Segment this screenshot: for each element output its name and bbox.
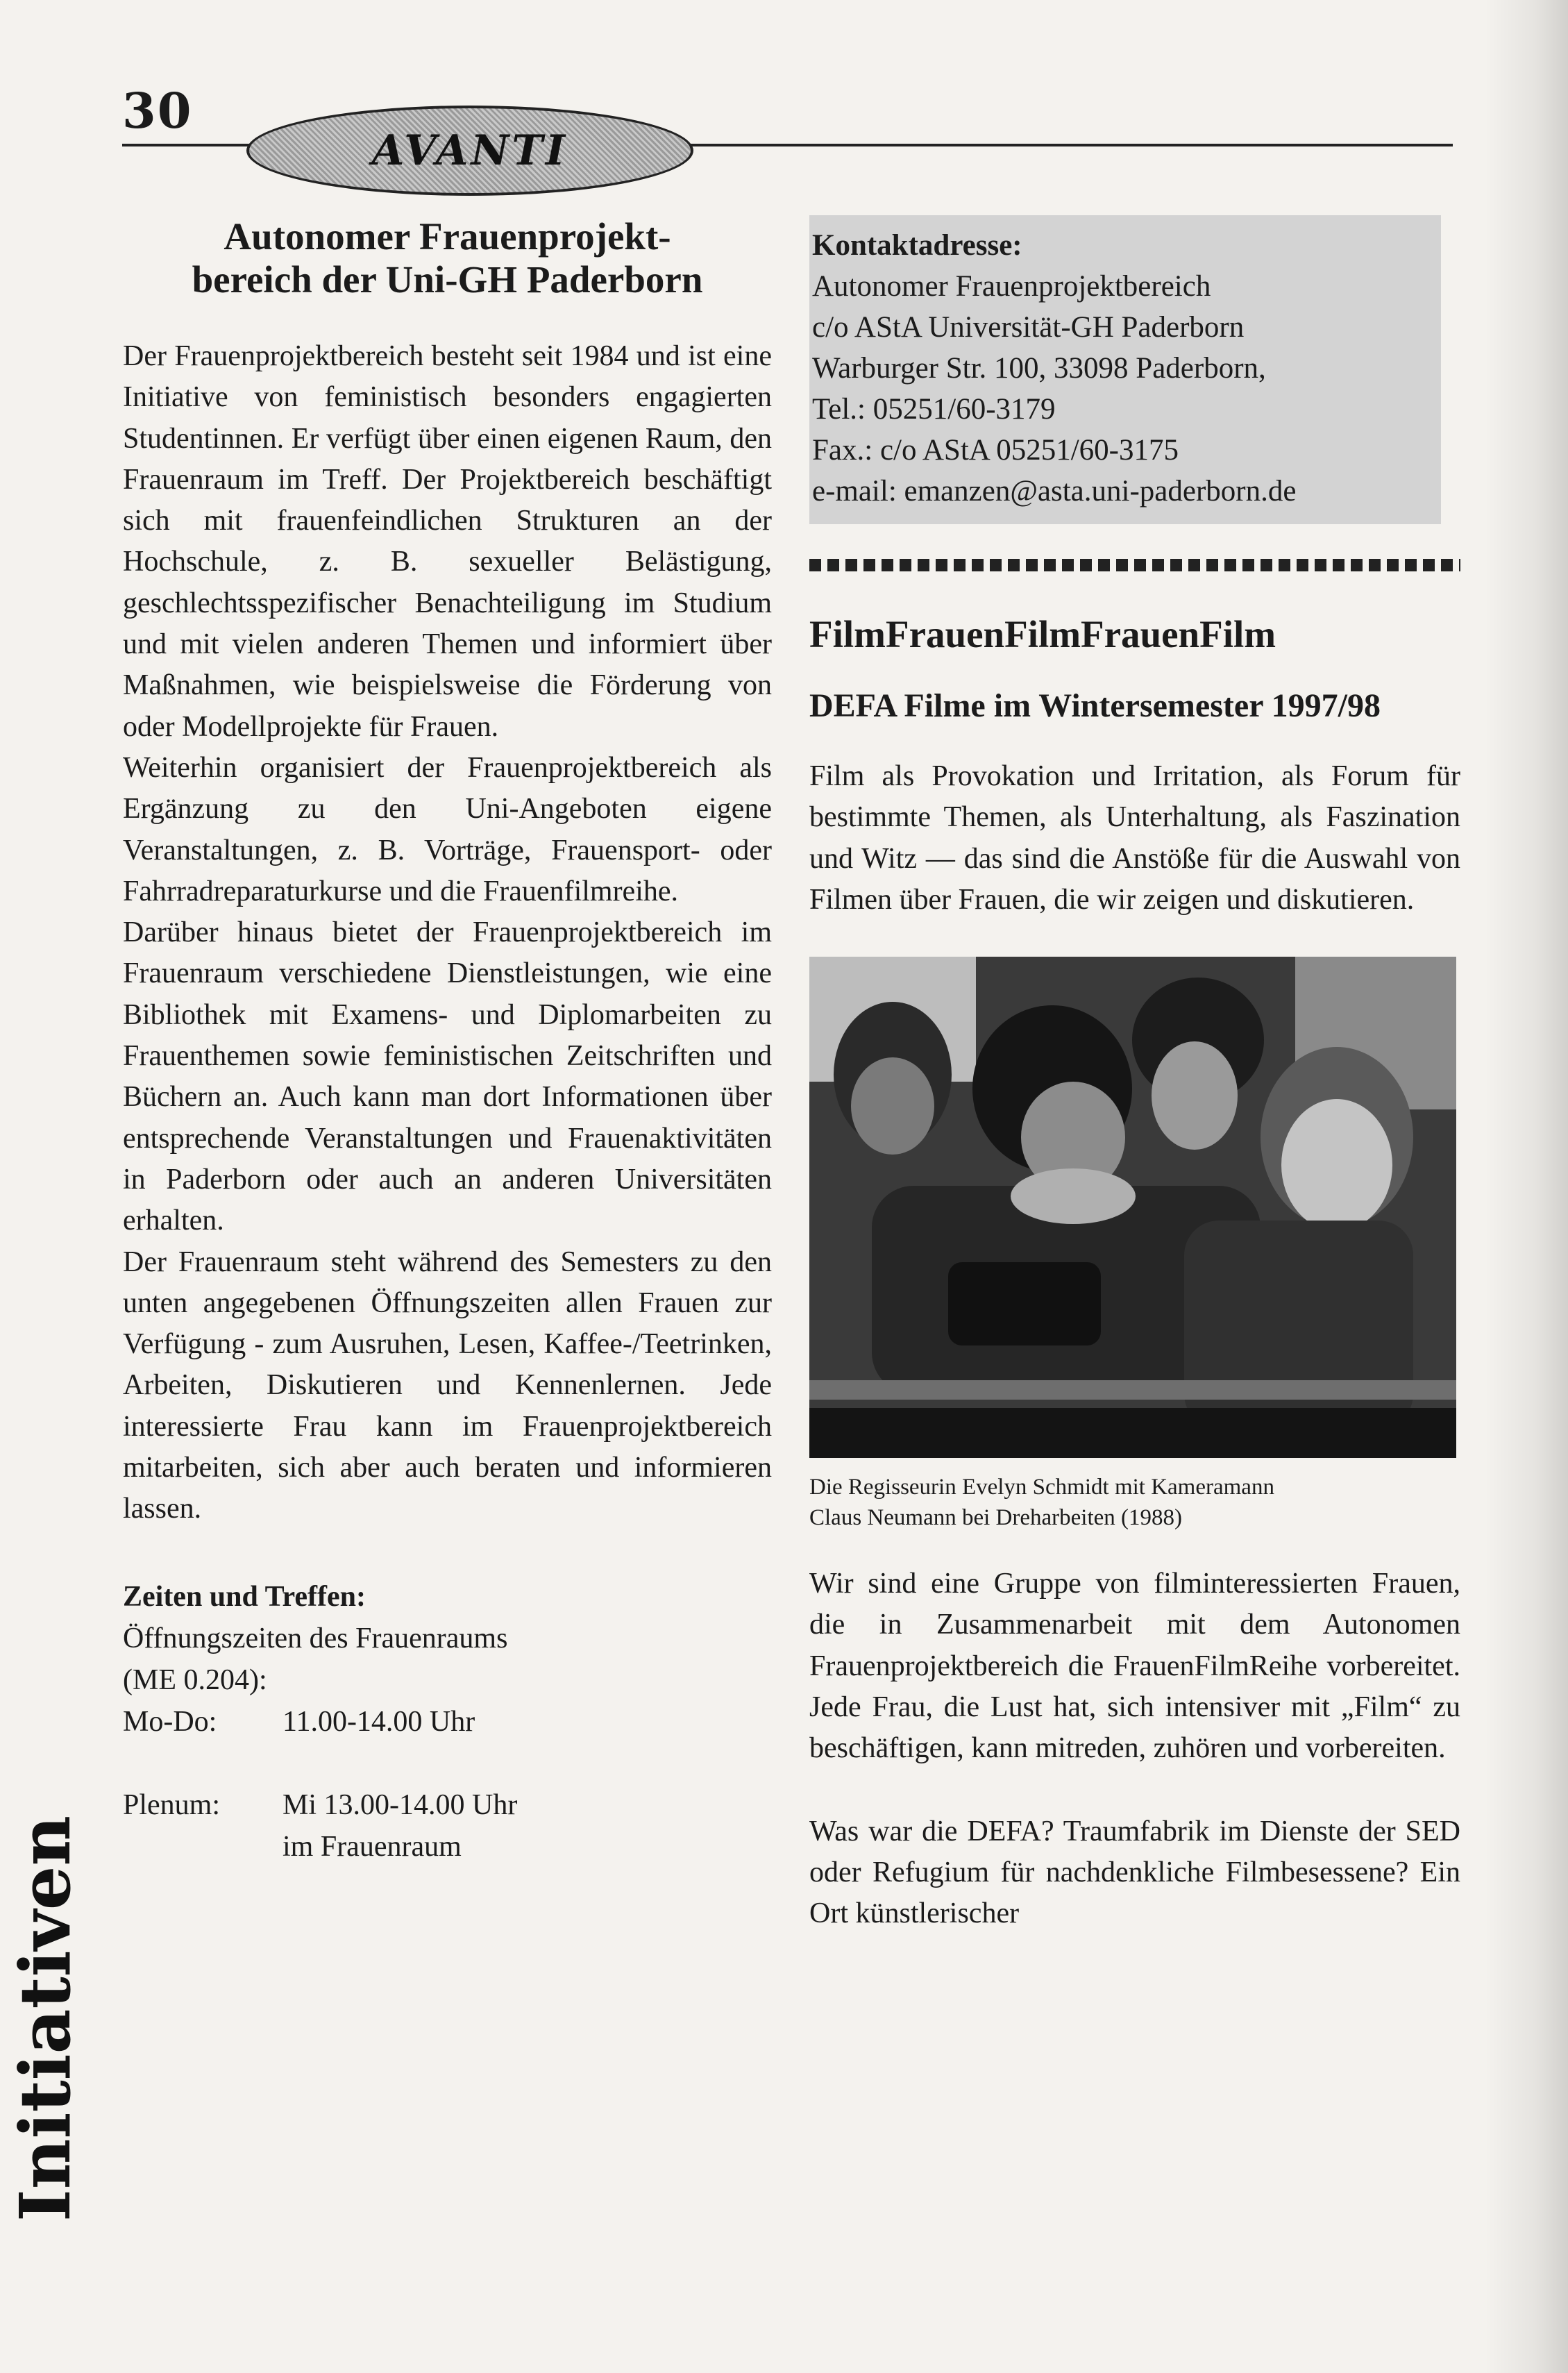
contact-line: Tel.: 05251/60-3179 [812, 393, 1056, 426]
contact-box [809, 215, 1441, 524]
plenum-place: im Frauenraum [283, 1830, 462, 1863]
weekday-time: 11.00-14.00 Uhr [283, 1705, 475, 1738]
plenum-time: Mi 13.00-14.00 Uhr [283, 1788, 518, 1821]
contact-email: e-mail: emanzen@asta.uni-paderborn.de [812, 475, 1297, 508]
photo-caption [809, 1472, 1460, 1533]
right-column [809, 215, 1460, 1935]
contact-line: c/o AStA Universität-GH Paderborn [812, 311, 1245, 344]
paragraph-3: Darüber hinaus bietet der Frauenprojektbereich im Frauenraum verschiedene Dienstleistungen, wie eine Bibliothek mit Examens- und Diplomarbeiten zu Frauenthemen sowie feministischen Zeitschriften und Büchern an. Auch kann man dort Informationen über entsprechende Veranstaltungen und Frauenaktivitäten in Paderborn oder auch an anderen Universitäten erhalten. [123, 916, 772, 1237]
side-tab-label: Initiativen [4, 1815, 86, 2222]
article-title [123, 215, 772, 301]
article-title-line-1: Autonomer Frauenprojekt- [224, 215, 671, 258]
spacer [123, 1743, 772, 1784]
magazine-logo [246, 106, 693, 196]
film-section-heading: FilmFrauenFilmFrauenFilm [809, 613, 1276, 655]
film-paragraph-1: Wir sind eine Gruppe von filminteressierten Frauen, die in Zusammenarbeit mit dem Autonomen Frauenprojektbereich die FrauenFilmReihe vorbereitet. Jede Frau, die Lust hat, sich intensiver mit „Film“ zu beschäftigen, kann mitreden, zuhören und vorbereiten. [809, 1568, 1460, 1765]
paragraph-4: Der Frauenraum steht während des Semesters zu den unten angegebenen Öffnungszeiten allen Frauen zur Verfügung - zum Ausruhen, Lesen, Kaffee-/Teetrinken, Arbeiten, Diskutieren und Kennenlernen. Jede interessierte Frau kann im Frauenprojektbereich mitarbeiten, sich aber auch beraten und informieren lassen. [123, 1246, 772, 1525]
weekday-label: Mo-Do: [123, 1705, 217, 1738]
hours-line-1 [123, 1618, 772, 1659]
hours-text-1: Öffnungszeiten des Frauenraums [123, 1622, 508, 1654]
film-intro: Film als Provokation und Irritation, als Forum für bestimmte Themen, als Unterhaltung, als Faszination und Witz — das sind die Anstöße für die Auswahl von Filmen über Frauen, die wir zeigen und diskutieren. [809, 760, 1460, 916]
hours-heading: Zeiten und Treffen: [123, 1580, 366, 1613]
film-paragraph-2: Was war die DEFA? Traumfabrik im Dienste der SED oder Refugium für nachdenkliche Filmbesessene? Ein Ort künstlerischer [809, 1815, 1460, 1930]
hours-plenum [123, 1784, 772, 1826]
left-column [123, 215, 772, 1868]
article-body [123, 336, 772, 1530]
caption-line-2: Claus Neumann bei Dreharbeiten (1988) [809, 1505, 1182, 1531]
dotted-divider [809, 559, 1460, 571]
magazine-logo-text: AVANTI [371, 126, 568, 175]
film-set-photo [809, 957, 1456, 1458]
spacer [809, 1770, 1460, 1811]
film-section-subheading: DEFA Filme im Wintersemester 1997/98 [809, 687, 1381, 724]
paragraph-2: Weiterhin organisiert der Frauenprojektbereich als Ergänzung zu den Uni-Angeboten eigene Veranstaltungen, z. B. Vorträge, Frauensport- oder Fahrradreparaturkurse und die Frauenfilmreihe. [123, 751, 772, 907]
contact-line: Warburger Str. 100, 33098 Paderborn, [812, 352, 1266, 385]
paragraph-1: Der Frauenprojektbereich besteht seit 1984 und ist eine Initiative von feministisch besonders engagierten Studentinnen. Er verfügt über einen eigenen Raum, den Frauenraum im Treff. Der Projektbereich beschäftigt sich mit frauenfeindlichen Strukturen an der Hochschule, z. B. sexueller Belästigung, geschlechtsspezifischer Benachteiligung im Studium und mit vielen anderen Themen und informiert über Maßnahmen, wie beispielsweise die Förderung von oder Modellprojekte für Frauen. [123, 340, 772, 743]
contact-heading: Kontaktadresse: [812, 229, 1022, 262]
article-title-line-2: bereich der Uni-GH Paderborn [192, 258, 703, 301]
hours-weekday [123, 1701, 772, 1743]
contact-line: Autonomer Frauenprojektbereich [812, 270, 1211, 303]
plenum-label: Plenum: [123, 1788, 221, 1821]
hours-plenum-place [123, 1826, 772, 1868]
hours-text-2: (ME 0.204): [123, 1663, 267, 1696]
photo-illustration [809, 957, 1456, 1458]
page-edge-shadow [1485, 0, 1568, 2373]
plenum-place-spacer [123, 1826, 283, 1868]
caption-line-1: Die Regisseurin Evelyn Schmidt mit Kameramann [809, 1475, 1274, 1500]
hours-line-2 [123, 1659, 772, 1701]
contact-line: Fax.: c/o AStA 05251/60-3175 [812, 434, 1179, 467]
section-side-tab [4, 1815, 86, 2222]
page-number: 30 [122, 82, 193, 140]
